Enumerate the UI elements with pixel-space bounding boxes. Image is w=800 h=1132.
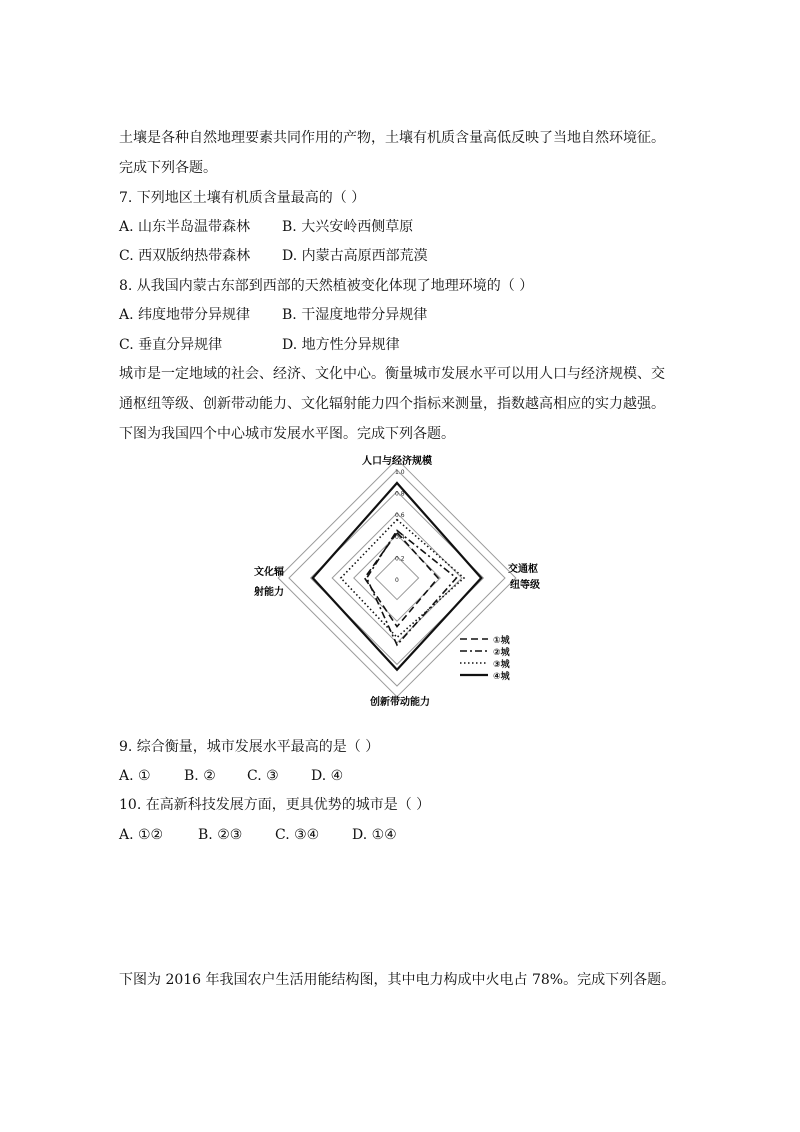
legend-label-4: ④城 bbox=[493, 672, 510, 682]
question-9-stem: 9. 综合衡量，城市发展水平最高的是（ ） bbox=[119, 739, 380, 755]
question-7-option-b: B. 大兴安岭西侧草原 bbox=[282, 219, 414, 235]
tick-label: 0.8 bbox=[395, 490, 405, 498]
passage-city-line3: 下图为我国四个中心城市发展水平图。完成下列各题。 bbox=[119, 426, 455, 442]
question-8-option-b: B. 干湿度地带分异规律 bbox=[282, 307, 428, 323]
passage-energy-line1: 下图为 2016 年我国农户生活用能结构图，其中电力构成中火电占 78%。完成下列各题。 bbox=[119, 972, 676, 988]
question-7-option-d: D. 内蒙古高原西部荒漠 bbox=[282, 248, 428, 264]
question-7-stem: 7. 下列地区土壤有机质含量最高的（ ） bbox=[119, 190, 366, 206]
legend-label-1: ①城 bbox=[493, 636, 510, 646]
city-development-radar-chart bbox=[240, 448, 540, 710]
tick-label: 0.4 bbox=[395, 533, 405, 541]
tick-label: 0.2 bbox=[395, 555, 405, 563]
question-8-option-a: A. 纬度地带分异规律 bbox=[119, 307, 251, 323]
axis-label-left-line1: 文化辐 bbox=[254, 567, 284, 578]
question-7-option-a: A. 山东半岛温带森林 bbox=[119, 219, 251, 235]
passage-city-line1: 城市是一定地域的社会、经济、文化中心。衡量城市发展水平可以用人口与经济规模、交 bbox=[119, 366, 665, 382]
question-9-option-b: B. ② bbox=[184, 768, 216, 784]
legend-label-2: ②城 bbox=[493, 648, 510, 658]
question-10-stem: 10. 在高新科技发展方面，更具优势的城市是（ ） bbox=[119, 797, 431, 813]
axis-label-right-line2: 纽等级 bbox=[510, 580, 540, 591]
question-9-option-a: A. ① bbox=[119, 768, 151, 784]
question-8-option-c: C. 垂直分异规律 bbox=[119, 337, 223, 353]
axis-label-bottom: 创新带动能力 bbox=[370, 697, 430, 708]
question-9-option-c: C. ③ bbox=[247, 768, 279, 784]
chart-legend bbox=[460, 634, 511, 682]
question-10-option-d: D. ①④ bbox=[352, 827, 397, 843]
question-8-option-d: D. 地方性分异规律 bbox=[282, 337, 400, 353]
axis-label-top: 人口与经济规模 bbox=[362, 456, 432, 467]
passage-city-line2: 通枢纽等级、创新带动能力、文化辐射能力四个指标来测量，指数越高相应的实力越强。 bbox=[119, 396, 665, 412]
tick-label: 0.6 bbox=[395, 512, 405, 520]
passage-soil-line1: 土壤是各种自然地理要素共同作用的产物，土壤有机质含量高低反映了当地自然环境征。 bbox=[119, 130, 665, 146]
axis-label-right-line1: 交通枢 bbox=[508, 564, 538, 575]
question-10-option-a: A. ①② bbox=[119, 827, 164, 843]
question-7-option-c: C. 西双版纳热带森林 bbox=[119, 248, 251, 264]
legend-label-3: ③城 bbox=[493, 660, 510, 670]
question-9-option-d: D. ④ bbox=[311, 768, 344, 784]
question-8-stem: 8. 从我国内蒙古东部到西部的天然植被变化体现了地理环境的（ ） bbox=[119, 278, 534, 294]
passage-soil-line2: 完成下列各题。 bbox=[119, 160, 217, 176]
tick-label: 1.0 bbox=[395, 469, 405, 476]
tick-label: 0 bbox=[395, 577, 399, 584]
question-10-option-b: B. ②③ bbox=[198, 827, 243, 843]
axis-label-left-line2: 射能力 bbox=[254, 587, 284, 598]
question-10-option-c: C. ③④ bbox=[275, 827, 320, 843]
